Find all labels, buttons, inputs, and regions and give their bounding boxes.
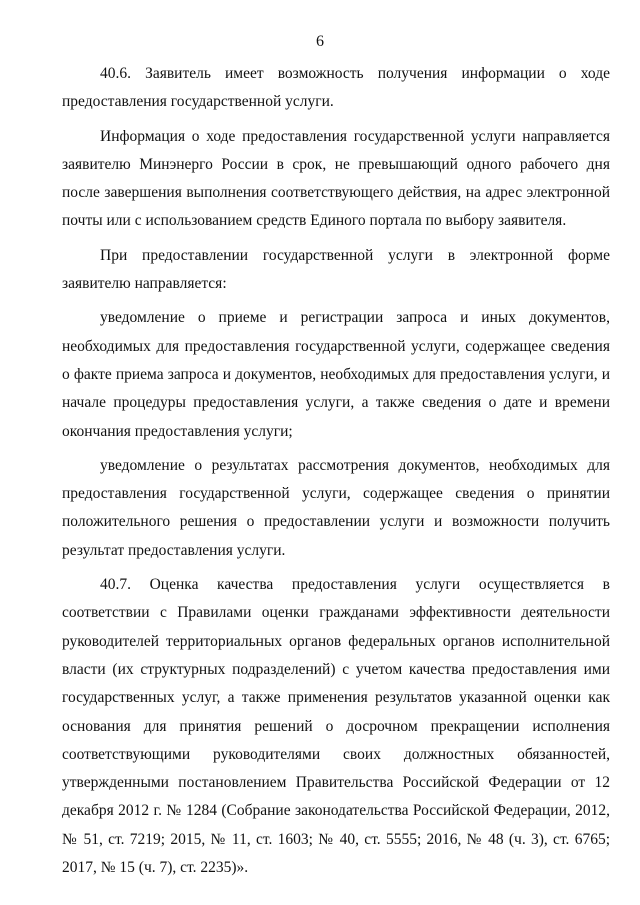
paragraph-notice-receipt: уведомление о приеме и регистрации запроса и иных документов, необходимых для предоставления государственной услуги, содержащее сведения о факте приема запроса и документов, необходимых для предоставления услуги, и начале процедуры предоставления услуги, а также сведения о дате и времени окончания предоставления услуги; [62, 309, 610, 440]
paragraph-info-progress: Информация о ходе предоставления государственной услуги направляется заявителю Минэнерго России в срок, не превышающий одного рабочего дня после завершения выполнения соответствующего действия, на адрес электронной почты или с использованием средств Единого портала по выбору заявителя. [62, 127, 610, 230]
page-number: 6 [316, 33, 324, 50]
paragraph-notice-results: уведомление о результатах рассмотрения документов, необходимых для предоставления государственной услуги, содержащее сведения о принятии положительного решения о предоставлении услуги и возможности получить результат предоставления услуги. [62, 456, 610, 559]
paragraph-40-6: 40.6. Заявитель имеет возможность получения информации о ходе предоставления государственной услуги. [62, 65, 610, 111]
paragraph-electronic-form: При предоставлении государственной услуги в электронной форме заявителю направляется: [62, 246, 610, 293]
paragraph-40-7: 40.7. Оценка качества предоставления услуги осуществляется в соответствии с Правилами оценки гражданами эффективности деятельности руководителей территориальных органов федеральных органов исполнительной власти (их структурных подразделений) с учетом качества предоставления ими государственных услуг, а также применения результатов указанной оценки как основания для принятия решений о досрочном прекращении исполнения соответствующими руководителями своих должностных обязанностей, утвержденными постановлением Правительства Российской Федерации от 12 декабря 2012 г. № 1284 (Собрание законодательства Российской Федерации, 2012, № 51, ст. 7219; 2015, № 11, ст. 1603; № 40, ст. 5555; 2016, № 48 (ч. 3), ст. 6765; 2017, № 15 (ч. 7), ст. 2235)». [62, 576, 610, 877]
document-body [62, 60, 610, 882]
